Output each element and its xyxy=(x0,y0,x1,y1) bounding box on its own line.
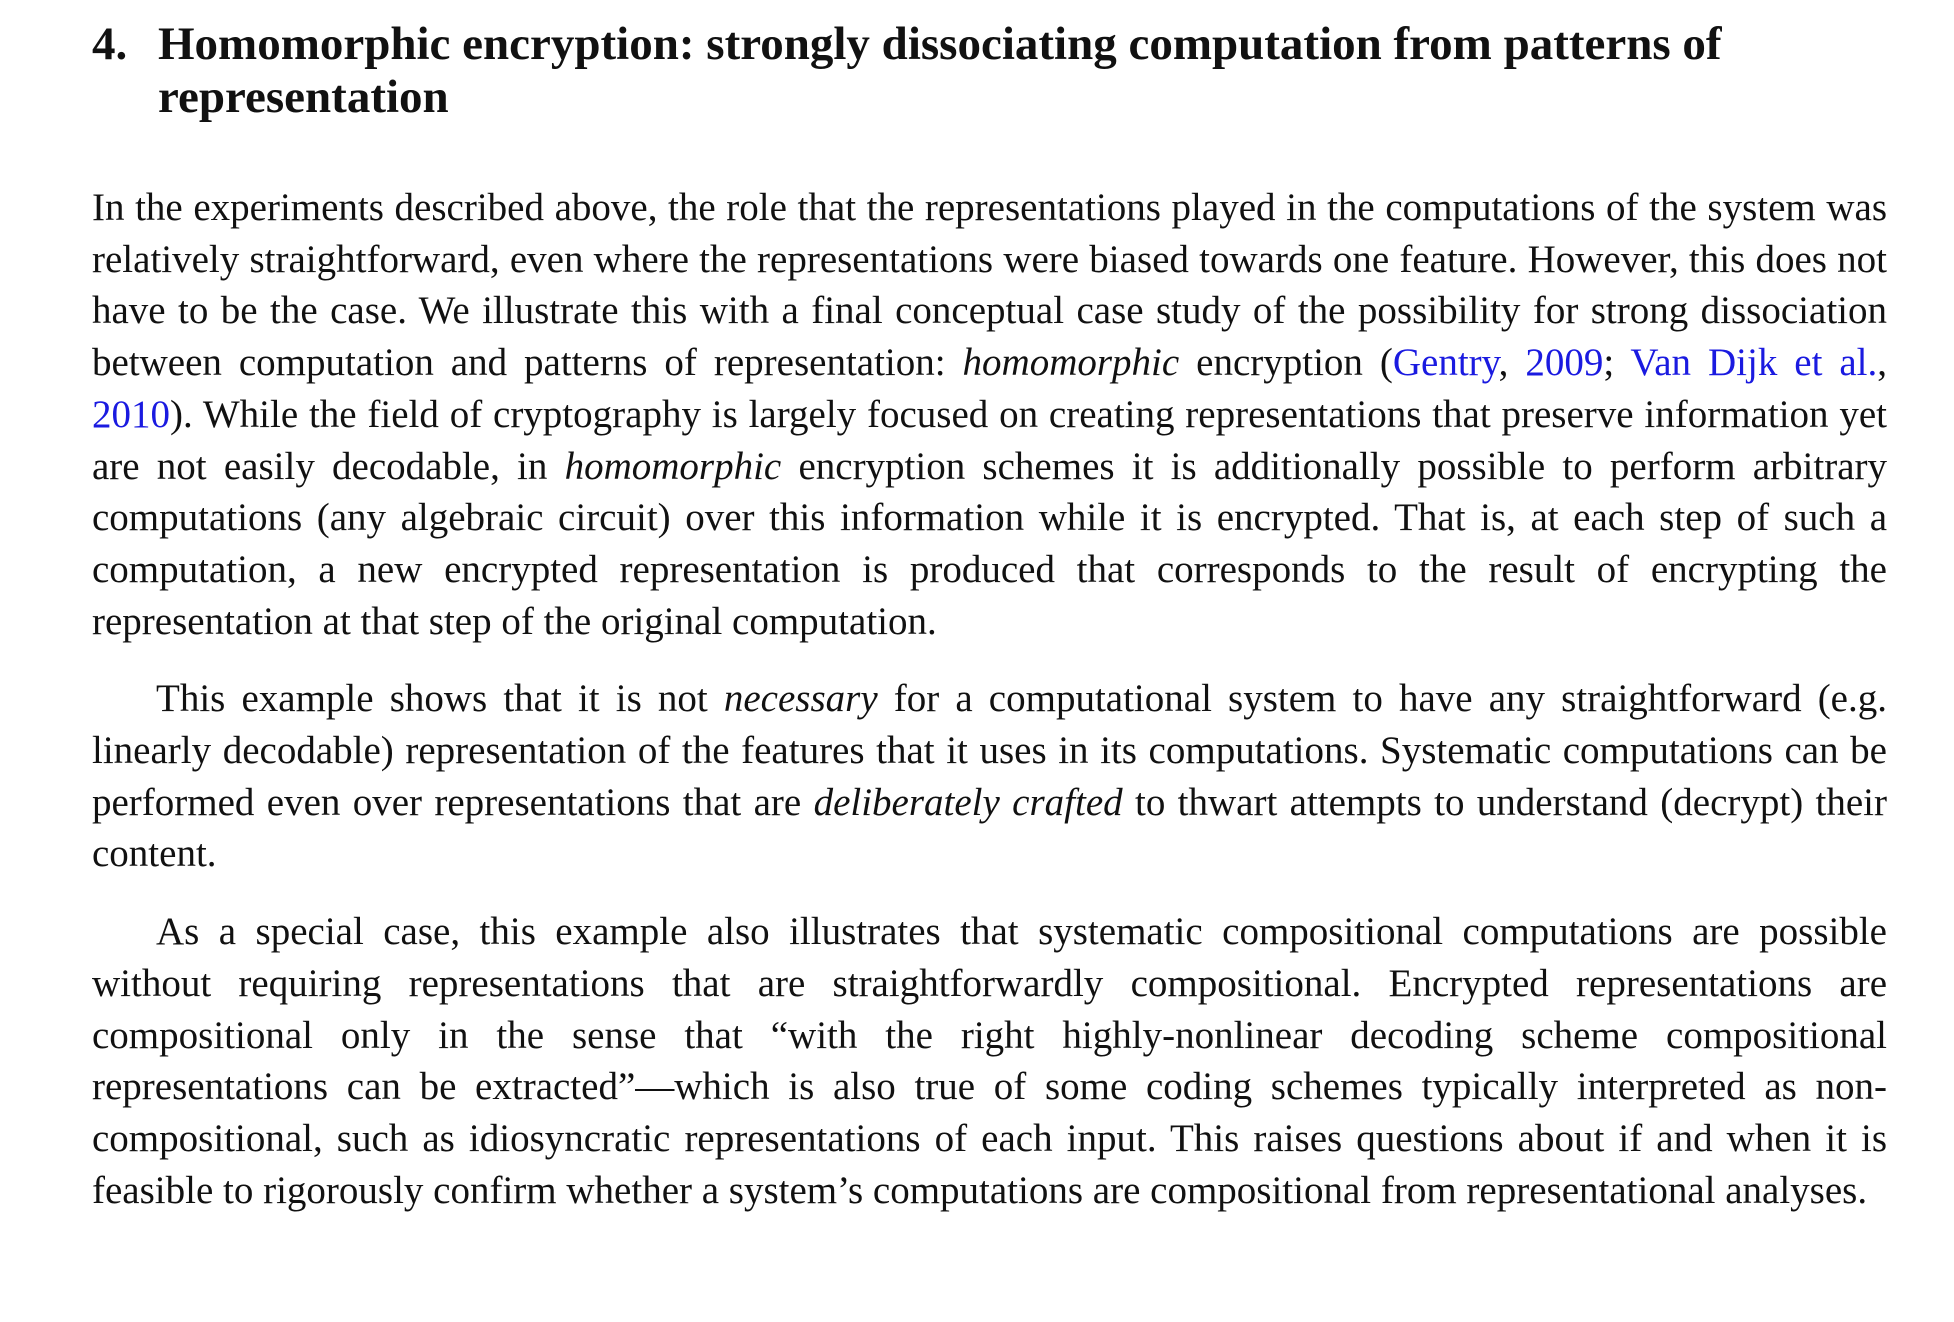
paragraph-2 xyxy=(92,673,1887,880)
paragraph-2-emphasis: deliberately crafted xyxy=(813,780,1123,824)
section-heading xyxy=(92,18,1887,124)
paragraph-3 xyxy=(92,906,1887,1216)
section-title: Homomorphic encryption: strongly dissociating computation from patterns of representation xyxy=(158,18,1722,123)
citation-gentry-year-link[interactable]: 2009 xyxy=(1525,341,1604,385)
paragraph-3-text: As a special case, this example also illustrates that systematic compositional computations are possible without requiring representations that are straightforwardly compositional. Encrypted representations are compositional only in the sense that “with the right highly-nonlinear decoding scheme compositional representations can be extracted”—which is also true of some coding schemes typically interpreted as non-compositional, such as idiosyncratic representations of each input. This raises questions about if and when it is feasible to rigorously confirm whether a system’s computations are compositional from representational analyses. xyxy=(92,910,1887,1212)
citation-separator: , xyxy=(1877,341,1888,385)
paragraph-1-emphasis: homomorphic xyxy=(564,444,782,488)
paragraph-1-text: encryption schemes it is additionally possible to perform arbitrary computations (any algebraic circuit) over this information while it is encrypted. That is, at each step of such a computation, a new encrypted representation is produced that corresponds to the result of encrypting the representation at that step of the original computation. xyxy=(92,444,1887,643)
paragraph-1 xyxy=(92,182,1887,647)
paragraph-2-emphasis: necessary xyxy=(723,677,878,721)
citation-gentry-author-link[interactable]: Gentry xyxy=(1392,341,1499,385)
document-page xyxy=(92,18,1887,1216)
paragraph-1-text: ). While the field of cryptography is largely focused on creating representations that preserve information yet are not easily decodable, in xyxy=(92,392,1887,488)
paragraph-1-text: In the experiments described above, the role that the representations played in the computations of the system was relatively straightforward, even where the representations were biased towards one feature. However, this does not have to be the case. We illustrate this with a final conceptual case study of the possibility for strong dissociation between computation and patterns of representation: xyxy=(92,186,1887,385)
paragraph-1-text: encryption ( xyxy=(1179,341,1393,385)
citation-van-dijk-year-link[interactable]: 2010 xyxy=(92,392,170,436)
section-number: 4. xyxy=(92,18,128,70)
paragraph-2-text: This example shows that it is not xyxy=(156,677,724,721)
citation-van-dijk-author-link[interactable]: Van Dijk et al. xyxy=(1630,341,1878,385)
paragraph-2-text: for a computational system to have any straightforward (e.g. linearly decodable) representation of the features that it uses in its computations. Systematic computations can be performed even over representations that are xyxy=(92,677,1887,824)
citation-separator: ; xyxy=(1603,341,1631,385)
citation-separator: , xyxy=(1498,341,1526,385)
paragraph-2-text: to thwart attempts to understand (decrypt) their content. xyxy=(92,780,1887,876)
paragraph-1-emphasis: homomorphic xyxy=(962,341,1180,385)
